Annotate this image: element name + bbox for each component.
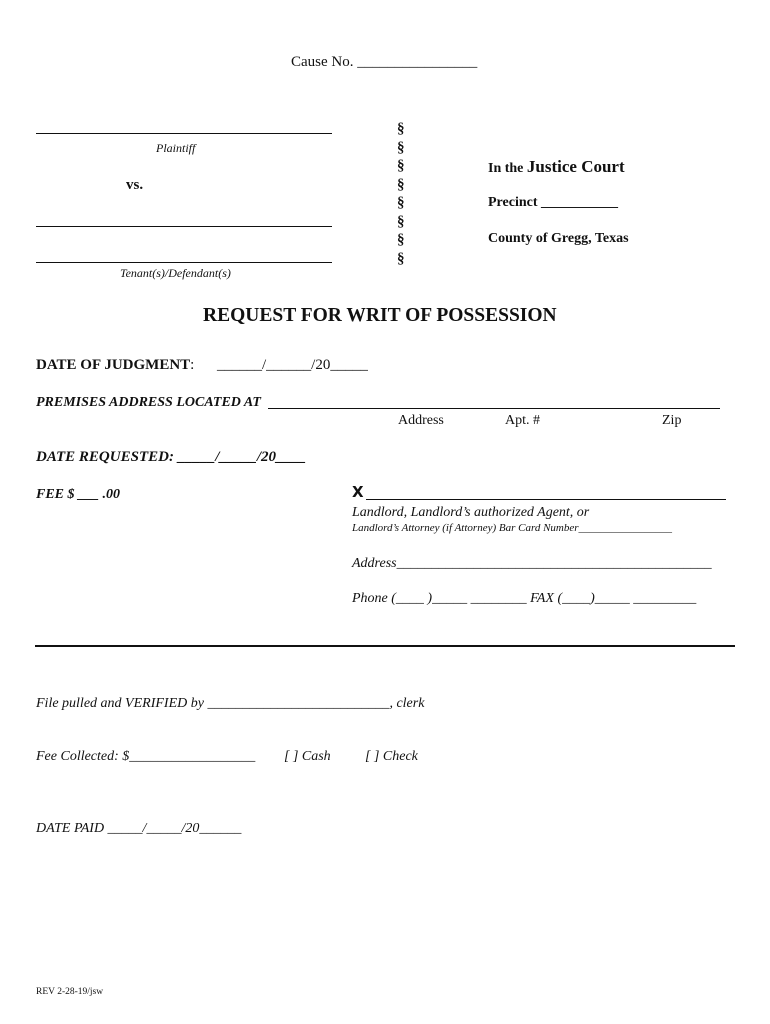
verified-by-field[interactable]: File pulled and VERIFIED by __________________________, clerk <box>36 696 425 711</box>
bar-card-number-field[interactable]: Landlord’s Attorney (if Attorney) Bar Card Number_________________ <box>352 522 673 534</box>
section-marks-column <box>397 120 405 268</box>
date-of-judgment-colon: : <box>190 357 195 373</box>
premises-apt-sublabel: Apt. # <box>505 413 540 428</box>
signer-description: Landlord, Landlord’s authorized Agent, or <box>352 505 590 520</box>
signature-line[interactable] <box>366 499 726 500</box>
section-mark: § <box>397 195 405 211</box>
section-divider <box>35 645 735 647</box>
vs-text: vs. <box>126 177 144 193</box>
revision-code: REV 2-28-19/jsw <box>36 987 104 997</box>
court-heading <box>488 157 625 177</box>
section-mark: § <box>397 232 405 248</box>
defendant-label: Tenant(s)/Defendant(s) <box>120 266 231 280</box>
signature-x-mark: X <box>352 483 364 501</box>
court-name: Justice Court <box>526 157 625 176</box>
court-prefix: In the <box>488 161 527 176</box>
precinct-field[interactable]: Precinct ___________ <box>488 195 618 210</box>
check-checkbox[interactable]: [ ] Check <box>365 749 418 764</box>
section-mark: § <box>397 139 405 156</box>
date-requested-field[interactable]: DATE REQUESTED: _____/_____/20____ <box>36 449 307 465</box>
premises-address-line[interactable] <box>268 408 720 409</box>
cash-checkbox[interactable]: [ ] Cash <box>284 749 331 764</box>
premises-address-label: PREMISES ADDRESS LOCATED AT <box>36 395 261 410</box>
cause-number[interactable]: Cause No. ________________ <box>291 54 478 70</box>
premises-address-sublabel: Address <box>398 413 444 428</box>
date-of-judgment-label: DATE OF JUDGMENT <box>36 357 191 373</box>
defendant-line-2[interactable] <box>36 262 332 263</box>
section-mark: § <box>397 176 405 193</box>
fee-collected-field[interactable]: Fee Collected: $__________________ <box>36 749 256 764</box>
plaintiff-label: Plaintiff <box>156 141 196 155</box>
section-mark: § <box>397 158 405 174</box>
phone-fax-field[interactable]: Phone (____ )_____ ________ FAX (____)_____ _________ <box>352 591 697 606</box>
date-of-judgment-field[interactable]: ______/______/20_____ <box>217 357 368 373</box>
date-paid-field[interactable]: DATE PAID _____/_____/20______ <box>36 821 242 836</box>
defendant-line-1[interactable] <box>36 226 332 227</box>
section-mark: § <box>397 250 405 267</box>
section-mark: § <box>397 121 405 137</box>
premises-zip-sublabel: Zip <box>662 413 682 428</box>
plaintiff-line[interactable] <box>36 133 332 134</box>
section-mark: § <box>397 213 405 230</box>
date-of-judgment-row <box>36 357 194 374</box>
signer-address-field[interactable]: Address_____________________________________________ <box>352 556 712 571</box>
county-text: County of Gregg, Texas <box>488 231 629 246</box>
fee-field[interactable]: FEE $ ___ .00 <box>36 487 121 502</box>
form-title: REQUEST FOR WRIT OF POSSESSION <box>203 305 557 326</box>
